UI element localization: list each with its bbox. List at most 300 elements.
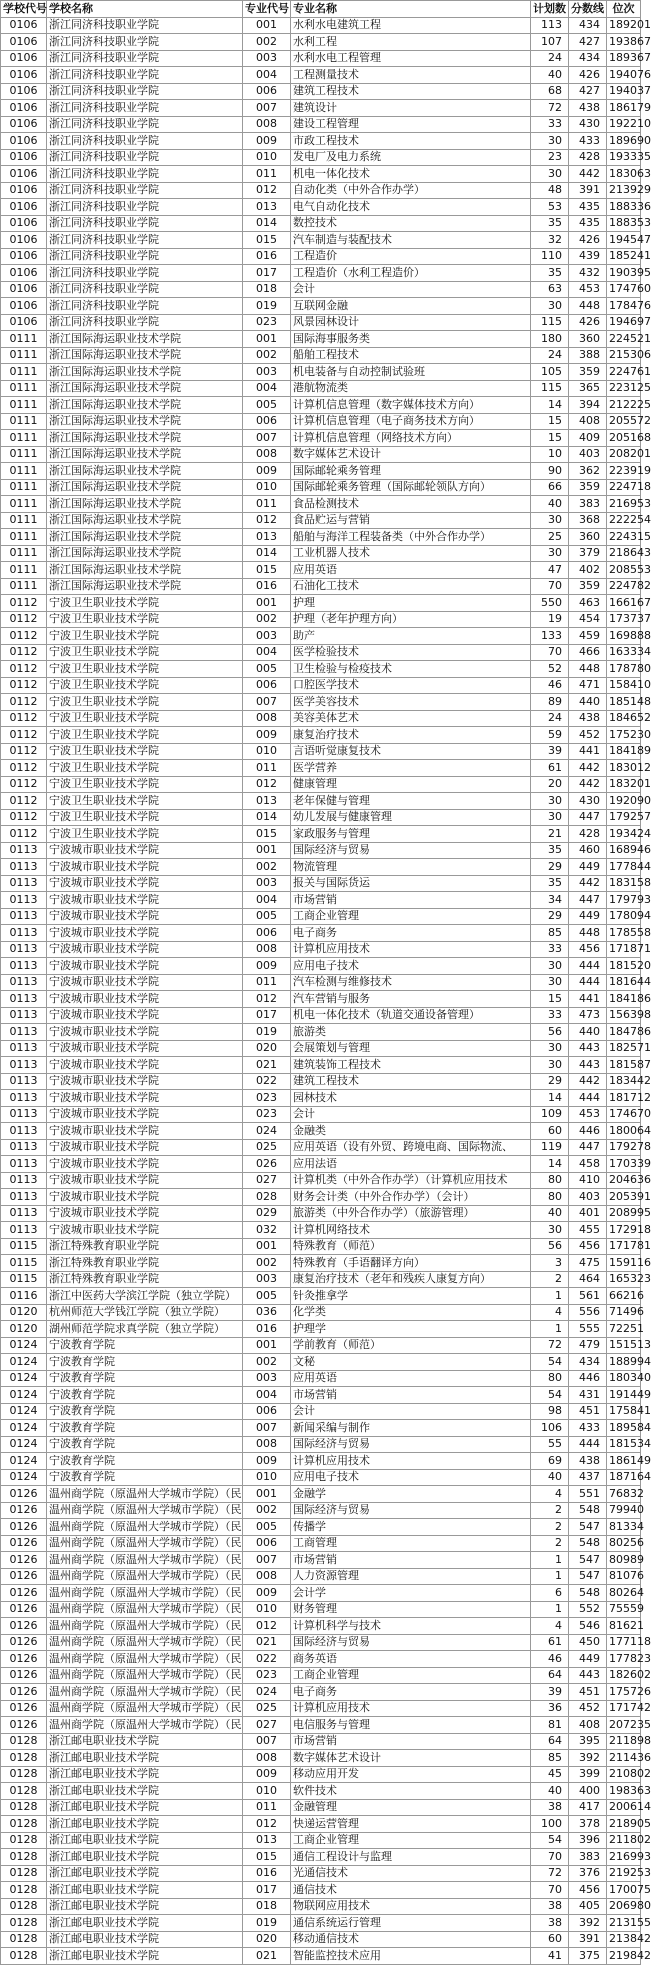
cell-score-line: 435 [569,215,607,232]
cell-school-code: 0113 [1,908,47,925]
cell-major-name: 机电一体化技术（轨道交通设备管理） [291,1007,531,1024]
cell-rank: 222254 [607,512,641,529]
cell-plan-count: 29 [531,1073,569,1090]
cell-plan-count: 60 [531,1931,569,1948]
cell-score-line: 403 [569,1189,607,1206]
cell-rank: 193335 [607,149,641,166]
cell-school-name: 宁波教育学院 [47,1354,243,1371]
cell-rank: 189690 [607,133,641,150]
cell-major-code: 010 [243,1783,291,1800]
cell-major-code: 013 [243,1832,291,1849]
cell-score-line: 360 [569,529,607,546]
cell-major-name: 工程测量技术 [291,67,531,84]
cell-plan-count: 21 [531,826,569,843]
cell-plan-count: 29 [531,859,569,876]
cell-plan-count: 39 [531,1684,569,1701]
cell-rank: 80256 [607,1535,641,1552]
cell-major-name: 国际经济与贸易 [291,842,531,859]
cell-plan-count: 56 [531,1238,569,1255]
cell-rank: 216953 [607,496,641,513]
cell-score-line: 427 [569,34,607,51]
cell-major-code: 012 [243,991,291,1008]
table-row [1,595,641,612]
cell-major-code: 010 [243,743,291,760]
cell-school-code: 0113 [1,941,47,958]
cell-plan-count: 70 [531,1849,569,1866]
table-row [1,1849,641,1866]
cell-major-code: 007 [243,1420,291,1437]
cell-score-line: 448 [569,298,607,315]
cell-major-code: 016 [243,1321,291,1338]
table-row [1,809,641,826]
cell-score-line: 438 [569,710,607,727]
header-row [1,1,641,18]
cell-major-code: 013 [243,199,291,216]
table-row [1,562,641,579]
cell-major-code: 005 [243,397,291,414]
cell-score-line: 400 [569,1783,607,1800]
cell-major-name: 医学检验技术 [291,644,531,661]
cell-score-line: 434 [569,50,607,67]
cell-plan-count: 53 [531,199,569,216]
cell-plan-count: 15 [531,413,569,430]
cell-school-name: 浙江邮电职业技术学院 [47,1931,243,1948]
cell-score-line: 463 [569,595,607,612]
cell-major-name: 财务会计类（中外合作办学）（会计） [291,1189,531,1206]
cell-major-code: 001 [243,842,291,859]
cell-rank: 205572 [607,413,641,430]
cell-school-code: 0115 [1,1238,47,1255]
table-row [1,1882,641,1899]
cell-school-code: 0120 [1,1304,47,1321]
cell-plan-count: 61 [531,1634,569,1651]
cell-plan-count: 20 [531,776,569,793]
cell-major-code: 006 [243,925,291,942]
cell-school-code: 0113 [1,859,47,876]
cell-school-name: 宁波教育学院 [47,1436,243,1453]
cell-major-code: 001 [243,1238,291,1255]
cell-major-name: 言语听觉康复技术 [291,743,531,760]
cell-school-name: 温州商学院（原温州大学城市学院）（民 [47,1535,243,1552]
cell-plan-count: 1 [531,1601,569,1618]
cell-rank: 223919 [607,463,641,480]
cell-major-name: 工商企业管理 [291,1667,531,1684]
cell-school-code: 0111 [1,545,47,562]
cell-score-line: 464 [569,1271,607,1288]
cell-major-name: 物流管理 [291,859,531,876]
table-row [1,1304,641,1321]
cell-plan-count: 30 [531,1057,569,1074]
cell-score-line: 452 [569,1700,607,1717]
cell-rank: 185148 [607,694,641,711]
cell-major-code: 003 [243,1271,291,1288]
cell-major-code: 017 [243,265,291,282]
cell-major-name: 计算机网络技术 [291,1222,531,1239]
cell-plan-count: 41 [531,1948,569,1965]
cell-school-name: 宁波城市职业技术学院 [47,974,243,991]
cell-plan-count: 1 [531,1568,569,1585]
cell-score-line: 455 [569,1222,607,1239]
cell-rank: 81621 [607,1618,641,1635]
cell-major-code: 010 [243,479,291,496]
cell-major-code: 019 [243,1915,291,1932]
cell-school-name: 宁波卫生职业技术学院 [47,677,243,694]
cell-plan-count: 14 [531,1090,569,1107]
cell-major-code: 012 [243,182,291,199]
cell-rank: 189201 [607,17,641,34]
cell-major-code: 008 [243,941,291,958]
cell-plan-count: 105 [531,364,569,381]
cell-score-line: 448 [569,661,607,678]
cell-major-code: 007 [243,1733,291,1750]
cell-rank: 184186 [607,991,641,1008]
table-row [1,1453,641,1470]
cell-rank: 191449 [607,1387,641,1404]
table-row [1,941,641,958]
cell-plan-count: 109 [531,1106,569,1123]
cell-plan-count: 4 [531,1304,569,1321]
cell-major-name: 船舶与海洋工程装备类（中外合作办学） [291,529,531,546]
header-school-name: 学校名称 [47,1,243,18]
cell-school-name: 浙江同济科技职业学院 [47,17,243,34]
cell-major-name: 护理（老年护理方向） [291,611,531,628]
header-major-name: 专业名称 [291,1,531,18]
cell-rank: 184652 [607,710,641,727]
cell-major-code: 017 [243,1882,291,1899]
cell-plan-count: 64 [531,1667,569,1684]
cell-major-code: 005 [243,1519,291,1536]
cell-major-name: 会计学 [291,1585,531,1602]
cell-major-code: 009 [243,1585,291,1602]
cell-school-name: 浙江邮电职业技术学院 [47,1816,243,1833]
cell-major-name: 金融类 [291,1123,531,1140]
cell-school-name: 温州商学院（原温州大学城市学院）（民 [47,1568,243,1585]
cell-plan-count: 40 [531,1469,569,1486]
cell-school-code: 0106 [1,67,47,84]
cell-score-line: 376 [569,1865,607,1882]
cell-plan-count: 60 [531,1123,569,1140]
cell-rank: 206980 [607,1898,641,1915]
cell-school-name: 宁波城市职业技术学院 [47,875,243,892]
cell-school-name: 宁波卫生职业技术学院 [47,826,243,843]
cell-school-name: 温州商学院（原温州大学城市学院）（民 [47,1502,243,1519]
cell-rank: 71496 [607,1304,641,1321]
cell-score-line: 399 [569,1766,607,1783]
cell-school-name: 宁波城市职业技术学院 [47,1073,243,1090]
cell-school-code: 0128 [1,1733,47,1750]
cell-score-line: 547 [569,1552,607,1569]
cell-major-name: 物联网应用技术 [291,1898,531,1915]
cell-score-line: 430 [569,793,607,810]
table-row [1,1915,641,1932]
cell-major-code: 003 [243,875,291,892]
cell-school-code: 0126 [1,1585,47,1602]
cell-major-name: 数控技术 [291,215,531,232]
cell-major-name: 化学类 [291,1304,531,1321]
cell-major-code: 020 [243,1040,291,1057]
cell-major-code: 009 [243,727,291,744]
cell-score-line: 547 [569,1519,607,1536]
cell-major-name: 护理学 [291,1321,531,1338]
cell-score-line: 448 [569,925,607,942]
table-row [1,1156,641,1173]
cell-plan-count: 63 [531,281,569,298]
cell-school-code: 0113 [1,991,47,1008]
cell-school-code: 0128 [1,1865,47,1882]
cell-major-name: 数字媒体艺术设计 [291,446,531,463]
cell-score-line: 443 [569,1057,607,1074]
cell-rank: 175230 [607,727,641,744]
cell-plan-count: 113 [531,17,569,34]
cell-score-line: 479 [569,1337,607,1354]
cell-school-name: 温州商学院（原温州大学城市学院）（民 [47,1667,243,1684]
cell-school-name: 浙江邮电职业技术学院 [47,1948,243,1965]
cell-score-line: 442 [569,760,607,777]
cell-major-code: 004 [243,67,291,84]
cell-school-code: 0120 [1,1321,47,1338]
cell-school-code: 0112 [1,628,47,645]
cell-school-name: 浙江国际海运职业技术学院 [47,529,243,546]
cell-plan-count: 40 [531,496,569,513]
cell-plan-count: 39 [531,743,569,760]
cell-score-line: 453 [569,1106,607,1123]
cell-score-line: 383 [569,1849,607,1866]
cell-score-line: 427 [569,83,607,100]
cell-major-code: 007 [243,100,291,117]
cell-score-line: 426 [569,67,607,84]
cell-score-line: 362 [569,463,607,480]
cell-school-code: 0126 [1,1519,47,1536]
cell-school-name: 温州商学院（原温州大学城市学院）（民 [47,1700,243,1717]
cell-major-name: 食品检测技术 [291,496,531,513]
cell-rank: 194697 [607,314,641,331]
cell-school-name: 温州商学院（原温州大学城市学院）（民 [47,1651,243,1668]
cell-major-code: 006 [243,83,291,100]
cell-major-name: 船舶工程技术 [291,347,531,364]
cell-major-code: 017 [243,1007,291,1024]
cell-major-name: 计算机信息管理（数字媒体技术方向） [291,397,531,414]
cell-major-name: 水利水电工程管理 [291,50,531,67]
cell-score-line: 446 [569,1370,607,1387]
cell-school-name: 温州商学院（原温州大学城市学院）（民 [47,1552,243,1569]
cell-rank: 183442 [607,1073,641,1090]
cell-score-line: 403 [569,446,607,463]
cell-rank: 170075 [607,1882,641,1899]
cell-score-line: 392 [569,1915,607,1932]
cell-major-code: 001 [243,1486,291,1503]
table-row [1,1238,641,1255]
cell-score-line: 555 [569,1321,607,1338]
cell-plan-count: 1 [531,1321,569,1338]
cell-major-code: 015 [243,1849,291,1866]
cell-major-name: 工商企业管理 [291,908,531,925]
cell-major-name: 移动通信技术 [291,1931,531,1948]
cell-rank: 193424 [607,826,641,843]
cell-school-code: 0128 [1,1882,47,1899]
cell-rank: 198363 [607,1783,641,1800]
cell-rank: 208995 [607,1205,641,1222]
cell-school-code: 0111 [1,562,47,579]
cell-major-code: 011 [243,496,291,513]
cell-major-name: 报关与国际货运 [291,875,531,892]
cell-school-name: 宁波教育学院 [47,1370,243,1387]
cell-score-line: 409 [569,430,607,447]
cell-school-name: 宁波教育学院 [47,1453,243,1470]
table-row [1,545,641,562]
cell-school-name: 浙江同济科技职业学院 [47,182,243,199]
cell-major-code: 005 [243,1288,291,1305]
table-row [1,314,641,331]
table-row [1,1222,641,1239]
cell-school-name: 浙江同济科技职业学院 [47,298,243,315]
cell-plan-count: 1 [531,1552,569,1569]
cell-score-line: 449 [569,859,607,876]
table-row [1,1370,641,1387]
cell-major-name: 国际邮轮乘务管理（国际邮轮领队方向） [291,479,531,496]
cell-major-code: 006 [243,1403,291,1420]
cell-school-name: 宁波卫生职业技术学院 [47,595,243,612]
cell-major-code: 010 [243,1601,291,1618]
table-row [1,380,641,397]
cell-major-code: 002 [243,1255,291,1272]
cell-plan-count: 98 [531,1403,569,1420]
cell-rank: 211898 [607,1733,641,1750]
table-row [1,446,641,463]
cell-plan-count: 24 [531,50,569,67]
cell-rank: 208201 [607,446,641,463]
cell-score-line: 548 [569,1535,607,1552]
cell-school-name: 浙江同济科技职业学院 [47,199,243,216]
table-row [1,842,641,859]
cell-plan-count: 25 [531,529,569,546]
cell-major-code: 003 [243,628,291,645]
cell-school-code: 0113 [1,1205,47,1222]
table-row [1,1502,641,1519]
cell-rank: 194547 [607,232,641,249]
cell-score-line: 443 [569,1040,607,1057]
table-row [1,1189,641,1206]
cell-plan-count: 85 [531,925,569,942]
cell-score-line: 433 [569,133,607,150]
table-row [1,1634,641,1651]
cell-school-code: 0113 [1,1040,47,1057]
cell-rank: 183063 [607,166,641,183]
cell-school-name: 宁波城市职业技术学院 [47,1007,243,1024]
cell-school-code: 0112 [1,826,47,843]
cell-school-name: 浙江国际海运职业技术学院 [47,512,243,529]
cell-plan-count: 30 [531,1222,569,1239]
cell-plan-count: 6 [531,1585,569,1602]
cell-school-code: 0128 [1,1915,47,1932]
cell-rank: 188353 [607,215,641,232]
cell-plan-count: 30 [531,958,569,975]
cell-score-line: 432 [569,265,607,282]
cell-major-code: 011 [243,1799,291,1816]
cell-rank: 178780 [607,661,641,678]
cell-score-line: 440 [569,694,607,711]
cell-plan-count: 35 [531,875,569,892]
cell-score-line: 430 [569,116,607,133]
cell-school-code: 0128 [1,1931,47,1948]
cell-major-name: 工程造价（水利工程造价） [291,265,531,282]
cell-major-name: 电气自动化技术 [291,199,531,216]
cell-plan-count: 15 [531,430,569,447]
cell-school-name: 宁波教育学院 [47,1420,243,1437]
cell-school-code: 0106 [1,182,47,199]
cell-rank: 219842 [607,1948,641,1965]
cell-score-line: 442 [569,776,607,793]
cell-plan-count: 14 [531,397,569,414]
cell-school-name: 宁波卫生职业技术学院 [47,760,243,777]
table-row [1,215,641,232]
cell-plan-count: 54 [531,1354,569,1371]
cell-major-name: 汽车检测与维修技术 [291,974,531,991]
cell-major-code: 014 [243,215,291,232]
cell-rank: 189367 [607,50,641,67]
cell-major-name: 特殊教育（手语翻译方向） [291,1255,531,1272]
cell-plan-count: 33 [531,941,569,958]
cell-major-code: 006 [243,677,291,694]
cell-major-code: 004 [243,644,291,661]
cell-plan-count: 2 [531,1535,569,1552]
table-row [1,1354,641,1371]
table-row [1,875,641,892]
table-row [1,1618,641,1635]
cell-rank: 179257 [607,809,641,826]
cell-score-line: 444 [569,958,607,975]
cell-major-code: 012 [243,512,291,529]
cell-rank: 171742 [607,1700,641,1717]
cell-school-name: 温州商学院（原温州大学城市学院）（民 [47,1634,243,1651]
cell-school-name: 宁波教育学院 [47,1387,243,1404]
cell-major-name: 美容美体艺术 [291,710,531,727]
cell-rank: 223125 [607,380,641,397]
table-row [1,710,641,727]
table-row [1,1123,641,1140]
cell-school-code: 0124 [1,1420,47,1437]
cell-plan-count: 2 [531,1271,569,1288]
cell-major-code: 008 [243,710,291,727]
cell-school-code: 0111 [1,512,47,529]
cell-rank: 186149 [607,1453,641,1470]
cell-school-name: 浙江邮电职业技术学院 [47,1849,243,1866]
cell-major-name: 应用法语 [291,1156,531,1173]
table-row [1,974,641,991]
cell-school-name: 浙江同济科技职业学院 [47,248,243,265]
cell-school-code: 0126 [1,1568,47,1585]
cell-school-name: 宁波城市职业技术学院 [47,1057,243,1074]
cell-score-line: 405 [569,1898,607,1915]
cell-score-line: 456 [569,941,607,958]
cell-school-code: 0128 [1,1799,47,1816]
cell-rank: 81334 [607,1519,641,1536]
cell-major-name: 市政工程技术 [291,133,531,150]
cell-major-code: 012 [243,1816,291,1833]
cell-score-line: 561 [569,1288,607,1305]
cell-school-name: 浙江同济科技职业学院 [47,314,243,331]
cell-major-name: 应用电子技术 [291,1469,531,1486]
cell-rank: 218905 [607,1816,641,1833]
cell-major-code: 008 [243,446,291,463]
cell-score-line: 426 [569,314,607,331]
cell-plan-count: 68 [531,83,569,100]
cell-school-name: 宁波教育学院 [47,1469,243,1486]
cell-school-code: 0124 [1,1403,47,1420]
cell-school-name: 浙江特殊教育职业学院 [47,1255,243,1272]
cell-school-name: 宁波卫生职业技术学院 [47,644,243,661]
cell-school-name: 浙江同济科技职业学院 [47,149,243,166]
cell-plan-count: 115 [531,380,569,397]
